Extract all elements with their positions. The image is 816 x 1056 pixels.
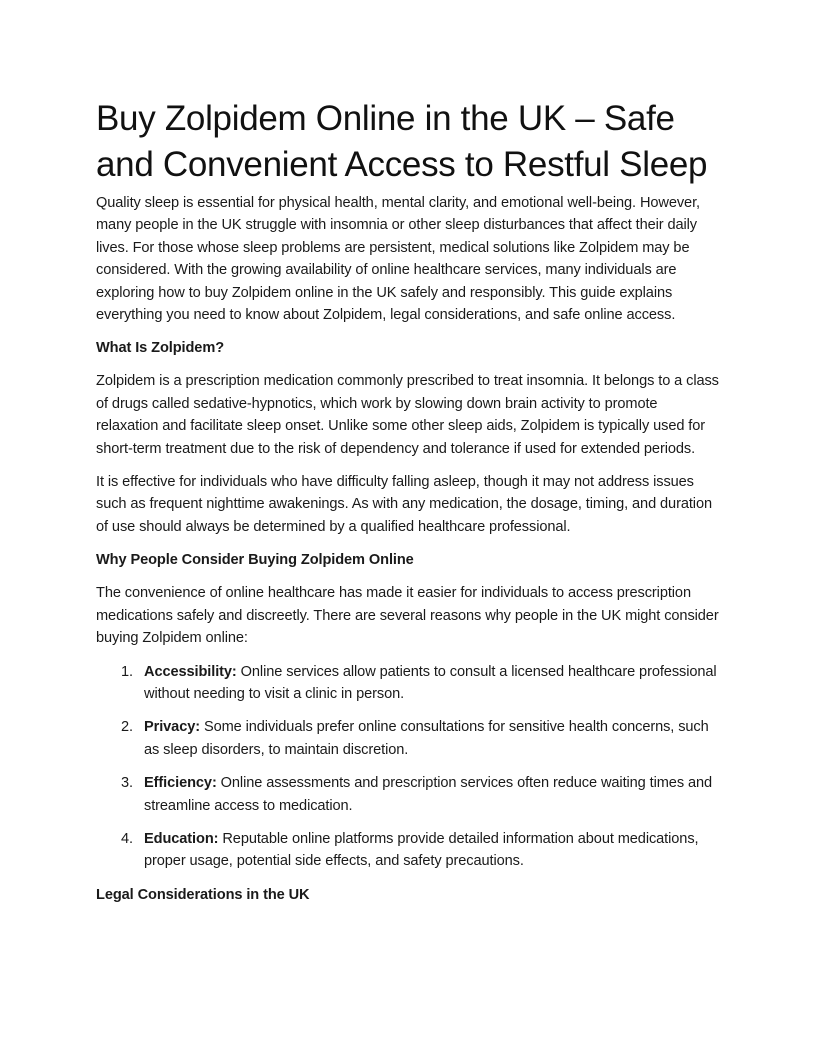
list-number: 3. — [121, 775, 133, 792]
intro-paragraph: Quality sleep is essential for physical health, mental clarity, and emotional well-being. However, many people in the UK struggle with insomnia or other sleep disturbances that affect their daily lives. For those whose sleep problems are persistent, medical solutions like Zolpidem may be considered. With the growing availability of online healthcare services, many individuals are exploring how to buy Zolpidem online in the UK safely and responsibly. This guide explains everything you need to know about Zolpidem, legal considerations, and safe online access. — [96, 195, 700, 324]
section-heading-what-is-zolpidem: What Is Zolpidem? — [96, 340, 225, 357]
list-number: 4. — [121, 830, 133, 847]
section-heading-legal: Legal Considerations in the UK — [96, 886, 310, 903]
list-item — [96, 828, 720, 873]
list-text: Online assessments and prescription services often reduce waiting times and streamline access to medication. — [144, 775, 713, 814]
list-text: Reputable online platforms provide detailed information about medications, proper usage, potential side effects, and safety precautions. — [144, 830, 699, 870]
paragraph-why-online-1: The convenience of online healthcare has made it easier for individuals to access prescription medications safely and discreetly. There are several reasons why people in the UK might consider buying Zolpidem online: — [96, 585, 719, 647]
list-text: Online services allow patients to consult a licensed healthcare professional without needing to visit a clinic in person. — [144, 663, 717, 702]
list-item — [96, 716, 720, 761]
document-page — [96, 96, 720, 917]
list-number: 1. — [121, 663, 133, 680]
page-title: Buy Zolpidem Online in the UK – Safe and Convenient Access to Restful Sleep — [96, 99, 708, 184]
paragraph-what-is-1: Zolpidem is a prescription medication commonly prescribed to treat insomnia. It belongs to a class of drugs called sedative-hypnotics, which work by slowing down brain activity to promote relaxation and facilitate sleep onset. Unlike some other sleep aids, Zolpidem is typically used for short-term treatment due to the risk of dependency and tolerance if used for extended periods. — [96, 373, 719, 457]
list-item — [96, 661, 720, 706]
reasons-list — [96, 661, 720, 873]
paragraph-what-is-2: It is effective for individuals who have difficulty falling asleep, though it may not address issues such as frequent nighttime awakenings. As with any medication, the dosage, timing, and duration of use should always be determined by a qualified healthcare professional. — [96, 474, 712, 535]
list-text: Some individuals prefer online consultations for sensitive health concerns, such as sleep disorders, to maintain discretion. — [144, 719, 709, 758]
list-term: Accessibility: — [144, 663, 237, 680]
list-term: Education: — [144, 830, 219, 847]
list-term: Efficiency: — [144, 775, 217, 792]
section-heading-why-online: Why People Consider Buying Zolpidem Online — [96, 552, 414, 569]
list-number: 2. — [121, 719, 133, 736]
list-item — [96, 772, 720, 817]
list-term: Privacy: — [144, 719, 200, 736]
